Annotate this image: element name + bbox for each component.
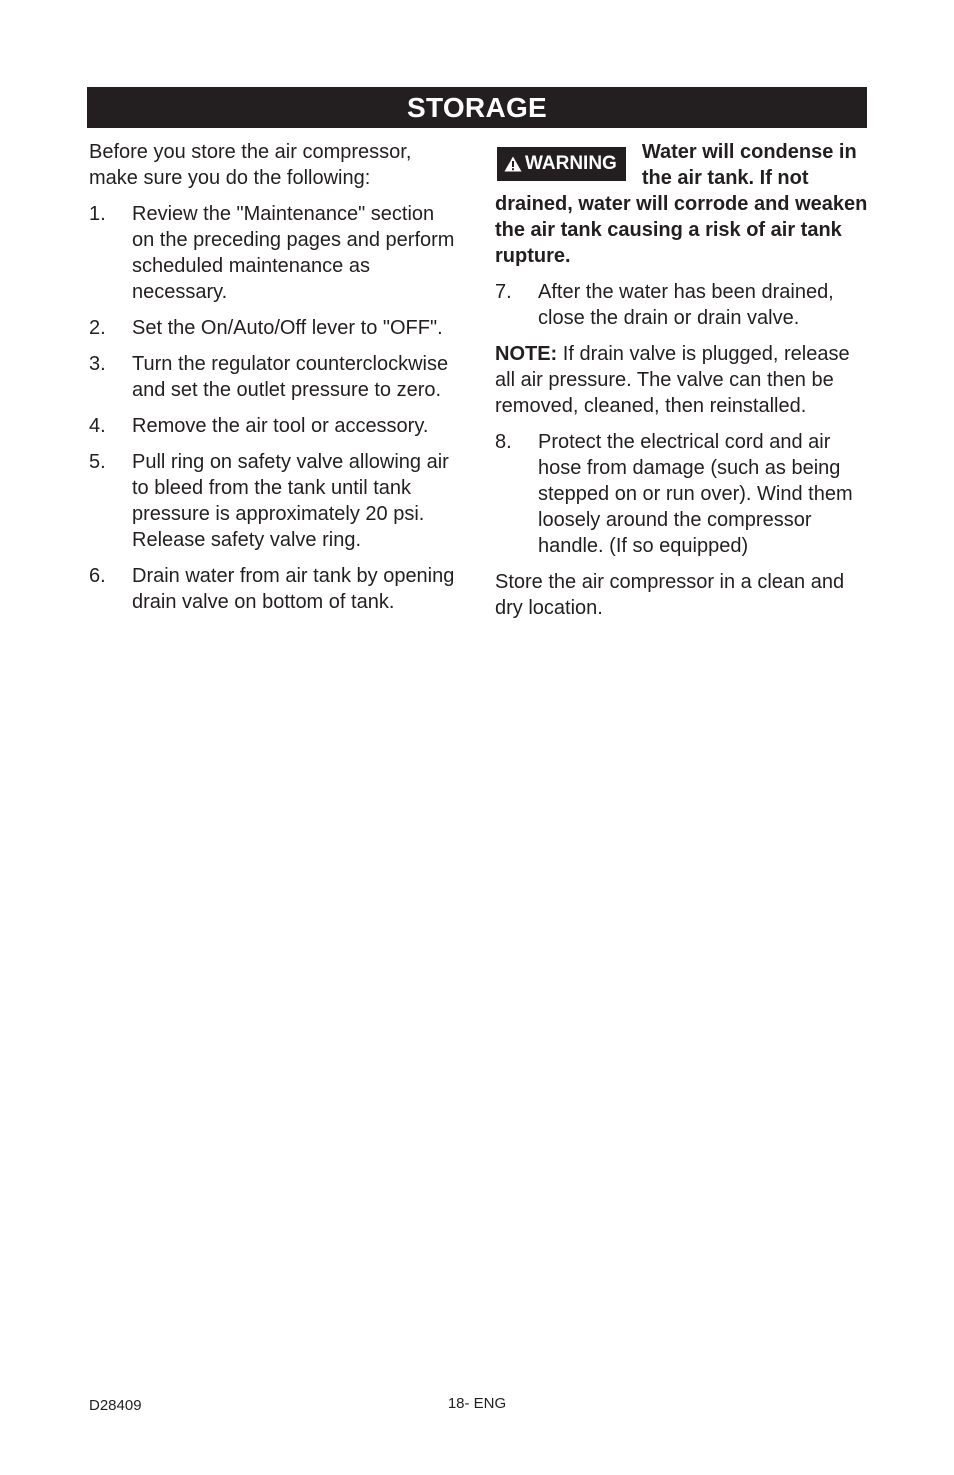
warning-callout: [495, 139, 870, 269]
list-item: [89, 563, 461, 615]
step-number: 1.: [89, 203, 106, 225]
step-number: 8.: [495, 431, 512, 453]
note-paragraph: [495, 341, 870, 419]
step-text: Protect the electrical cord and air hose from damage (such as being stepped on or run over). Wind them loosely around the compressor handle. (If so equipped): [538, 431, 853, 557]
section-header-bar: [87, 87, 867, 128]
document-id: D28409: [89, 1397, 142, 1414]
storage-steps-list: [89, 201, 461, 615]
note-label: NOTE:: [495, 343, 558, 365]
list-item: [89, 449, 461, 553]
list-item: [89, 413, 461, 439]
step-text: Review the "Maintenance" section on the preceding pages and perform scheduled maintenance as necessary.: [132, 203, 455, 303]
warning-label: WARNING: [525, 153, 617, 174]
step-number: 4.: [89, 415, 106, 437]
page-number: 18- ENG: [447, 1395, 507, 1412]
step-text: Turn the regulator counterclockwise and set the outlet pressure to zero.: [132, 353, 449, 401]
list-item: [89, 201, 461, 305]
step-text: Set the On/Auto/Off lever to "OFF".: [132, 317, 443, 339]
right-column: [495, 139, 870, 631]
step-text: Drain water from air tank by opening drain valve on bottom of tank.: [132, 565, 455, 613]
left-column: [89, 139, 461, 625]
list-item: [89, 351, 461, 403]
closing-paragraph: Store the air compressor in a clean and dry location.: [495, 571, 845, 619]
storage-steps-list-continued: [495, 279, 870, 331]
warning-text: Water will condense in the air tank. If not drained, water will corrode and weaken the air tank causing a risk of air tank rupture.: [495, 141, 868, 267]
warning-badge: [497, 147, 626, 181]
step-number: 3.: [89, 353, 106, 375]
step-number: 7.: [495, 281, 512, 303]
intro-paragraph: Before you store the air compressor, make sure you do the following:: [89, 141, 412, 189]
list-item: [495, 279, 870, 331]
warning-triangle-icon: [504, 156, 522, 172]
section-title: STORAGE: [406, 91, 548, 123]
step-text: Pull ring on safety valve allowing air to bleed from the tank until tank pressure is approximately 20 psi. Release safety valve ring.: [132, 451, 449, 551]
step-number: 5.: [89, 451, 106, 473]
storage-steps-list-final: [495, 429, 870, 559]
step-number: 6.: [89, 565, 106, 587]
note-text: If drain valve is plugged, release all air pressure. The valve can then be removed, cleaned, then reinstalled.: [495, 343, 850, 417]
step-text: Remove the air tool or accessory.: [132, 415, 429, 437]
list-item: [89, 315, 461, 341]
list-item: [495, 429, 870, 559]
step-number: 2.: [89, 317, 106, 339]
step-text: After the water has been drained, close the drain or drain valve.: [538, 281, 834, 329]
